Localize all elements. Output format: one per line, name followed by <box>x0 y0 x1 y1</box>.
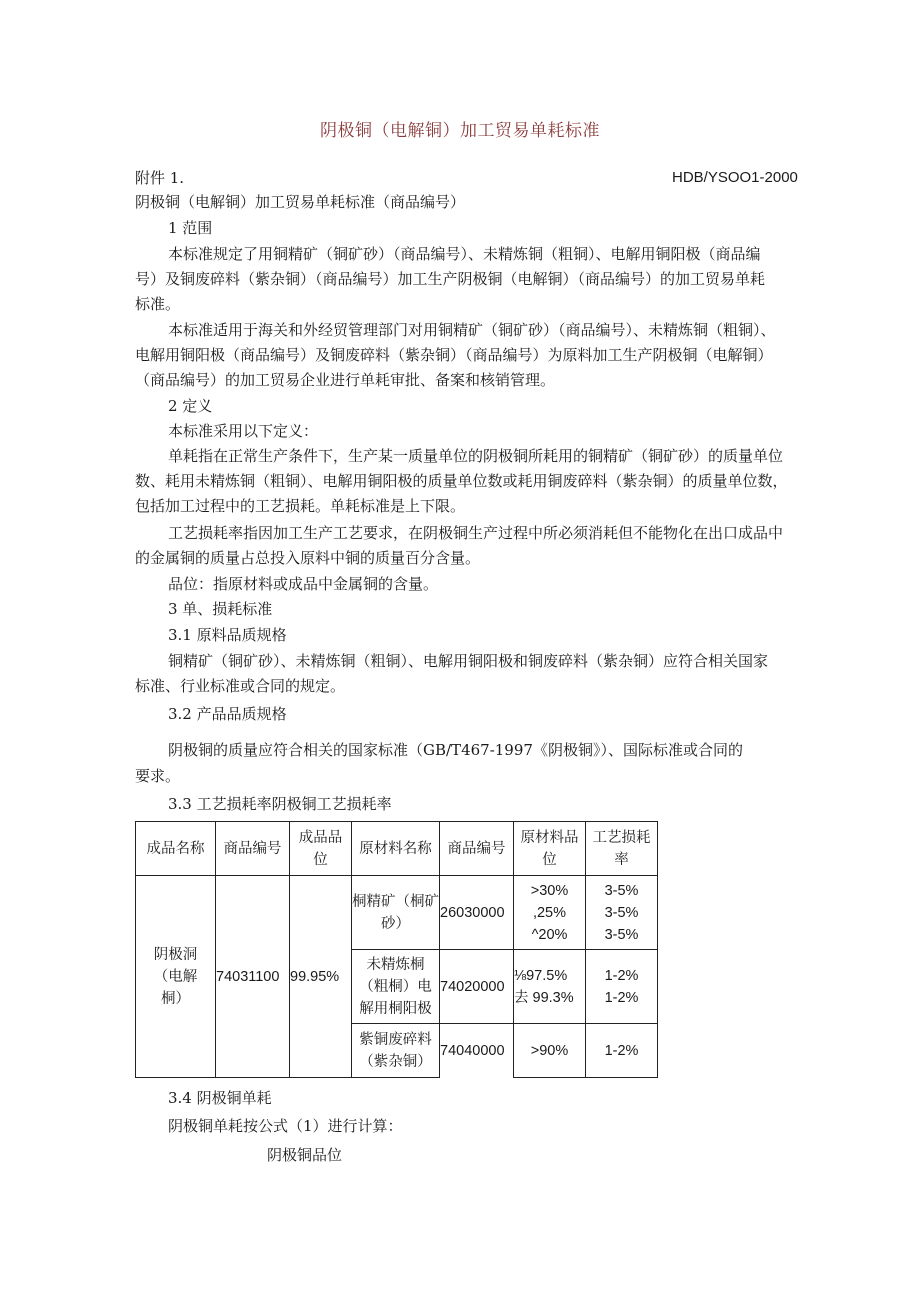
section-2-heading: 2 定义 <box>168 397 213 415</box>
header-cell: 商品编号 <box>440 822 514 876</box>
paragraph-line: 阴极铜的质量应符合相关的国家标准（GB/T467-1997《阴极铜》）、国际标准或合同的 <box>168 741 743 759</box>
page-title: 阴极铜（电解铜）加工贸易单耗标准 <box>320 121 600 141</box>
loss-rate-cell: 3-5% 3-5% 3-5% <box>586 876 658 950</box>
paragraph-line: 本标准适用于海关和外经贸管理部门对用铜精矿（铜矿砂）（商品编号）、未精炼铜（粗铜）、 <box>168 321 776 339</box>
material-grade-cell: ⅛97.5% 去 99.3% <box>514 950 586 1024</box>
section-3-1-heading: 3.1 原料品质规格 <box>168 626 287 644</box>
paragraph-line: 号）及铜废碎料（紫杂铜）（商品编号）加工生产阴极铜（电解铜）（商品编号）的加工贸易单耗 <box>135 270 766 288</box>
section-3-2-heading: 3.2 产品品质规格 <box>168 705 287 723</box>
paragraph-line: 数、耗用未精炼铜（粗铜）、电解用铜阳极的质量单位数或耗用铜废碎料（紫杂铜）的质量单位数， <box>135 472 788 490</box>
subtitle: 阴极铜（电解铜）加工贸易单耗标准（商品编号） <box>135 193 466 211</box>
loss-rate-cell: 1-2% <box>586 1024 658 1078</box>
paragraph-line: 包括加工过程中的工艺损耗。单耗标准是上下限。 <box>135 497 466 515</box>
paragraph-line: （商品编号）的加工贸易企业进行单耗审批、备案和核销管理。 <box>135 371 556 389</box>
material-grade-cell: >30% ,25% ^20% <box>514 876 586 950</box>
header-cell: 商品编号 <box>216 822 290 876</box>
paragraph-line: 要求。 <box>135 767 181 785</box>
material-code-cell: 74040000 <box>440 1024 514 1078</box>
material-code-cell: 74020000 <box>440 950 514 1024</box>
attachment-label: 附件 1. <box>135 169 185 187</box>
paragraph-line: 的金属铜的质量占总投入原料中铜的质量百分含量。 <box>135 549 481 567</box>
material-name-cell: 未精炼桐 （粗桐）电 解用桐阳极 <box>352 950 440 1024</box>
paragraph-line: 工艺损耗率指因加工生产工艺要求，在阴极铜生产过程中所必须消耗但不能物化在出口成品中 <box>168 524 784 542</box>
product-code-cell: 74031100 <box>216 876 290 1078</box>
paragraph-line: 标准。 <box>135 295 181 313</box>
header-cell: 成品品位 <box>290 822 352 876</box>
loss-rate-cell: 1-2% 1-2% <box>586 950 658 1024</box>
paragraph-line: 单耗指在正常生产条件下，生产某一质量单位的阴极铜所耗用的铜精矿（铜矿砂）的质量单位 <box>168 447 784 465</box>
header-cell: 原材料名称 <box>352 822 440 876</box>
product-grade-cell: 99.95% <box>290 876 352 1078</box>
standard-code: HDB/YSOO1-2000 <box>672 169 798 186</box>
table-header-row <box>136 822 658 876</box>
header-cell: 成品名称 <box>136 822 216 876</box>
product-name-cell: 阴极洞 （电解 桐） <box>136 876 216 1078</box>
table-row <box>136 876 658 950</box>
header-cell: 工艺损耗率 <box>586 822 658 876</box>
section-3-4-heading: 3.4 阴极铜单耗 <box>168 1089 272 1107</box>
paragraph-line: 电解用铜阳极（商品编号）及铜废碎料（紫杂铜）（商品编号）为原料加工生产阴极铜（电解铜） <box>135 346 773 364</box>
material-grade-cell: >90% <box>514 1024 586 1078</box>
paragraph-line: 标准、行业标准或合同的规定。 <box>135 677 346 695</box>
paragraph-line: 本标准规定了用铜精矿（铜矿砂）（商品编号）、未精炼铜（粗铜）、电解用铜阳极（商品编 <box>168 245 761 263</box>
paragraph-line: 品位：指原材料或成品中金属铜的含量。 <box>168 575 439 593</box>
material-code-cell: 26030000 <box>440 876 514 950</box>
formula-label: 阴极铜品位 <box>267 1146 343 1164</box>
paragraph-line: 阴极铜单耗按公式（1）进行计算： <box>168 1117 403 1135</box>
material-name-cell: 桐精矿（桐矿 砂） <box>352 876 440 950</box>
loss-rate-table <box>135 821 658 1078</box>
section-1-heading: 1 范围 <box>168 219 213 237</box>
header-cell: 原材料品位 <box>514 822 586 876</box>
paragraph-line: 本标准采用以下定义： <box>168 422 319 440</box>
section-3-heading: 3 单、损耗标准 <box>168 600 273 618</box>
section-3-3-heading: 3.3 工艺损耗率阴极铜工艺损耗率 <box>168 795 392 813</box>
paragraph-line: 铜精矿（铜矿砂）、未精炼铜（粗铜）、电解用铜阳极和铜废碎料（紫杂铜）应符合相关国家 <box>168 652 769 670</box>
material-name-cell: 紫铜废碎料 （紫杂铜） <box>352 1024 440 1078</box>
